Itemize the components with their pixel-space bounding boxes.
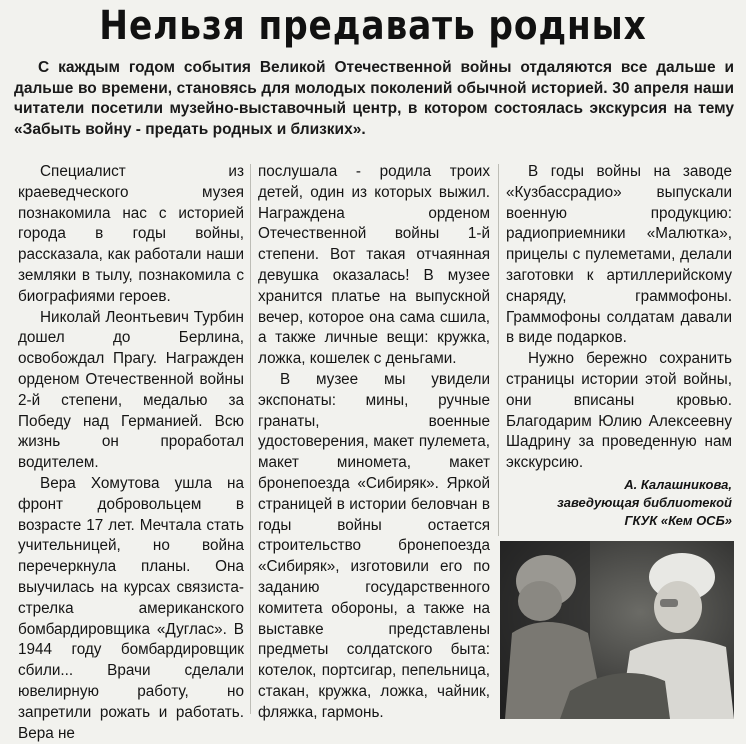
column-divider [250,164,251,714]
signature-role: заведующая библиотекой [557,494,732,510]
paragraph: Нужно бережно сохранить страницы истории этой войны, они вписаны кровью. Благодарим Юлию Алексеевну Шадрину за проведенную нам экскурсию. [506,350,732,472]
signature-name: А. Калашникова, [624,476,732,492]
paragraph: послушала - родила троих детей, один из которых выжил. Награждена орденом Отечественной войны 1-й степени. Вот такая отчаянная девушка оказалась! В музее хранится платье на выпускной вечер, которое она сама сшила, а также личные вещи: кружка, ложка, кошелек с деньгами. [258,163,490,368]
paragraph: В музее мы увидели экспонаты: мины, ручные гранаты, военные удостоверения, макет пулемета, макет миномета, макет бронепоезда «Сибиряк». Яркой страницей в истории беловчан в годы войны остается строительство бронепоезда «Сибиряк», изготовили его по заданию государственного комитета обороны, а также на выставке представлены предметы солдатского быта: котелок, портсигар, пепельница, стакан, кружка, ложка, чайник, фляжка, гармонь. [258,370,490,721]
article-column-1 [18,162,244,744]
paragraph: Вера Хомутова ушла на фронт добровольцем в возрасте 17 лет. Мечтала стать учительницей, но война перечеркнула планы. Она выучилась на курсах связиста-стрелка американского бомбардировщика «Дуглас». В 1944 году бомбардировщик сбили... Врачи сделали ювелирную работу, но запретили рожать и работать. Вера не [18,474,244,742]
photo-illustration [500,541,734,719]
paragraph: Николай Леонтьевич Турбин дошел до Берлина, освобождал Прагу. Награжден орденом Отечественной войны 2-й степени, медалью за Победу над Германией. Всю жизнь он проработал водителем. [18,308,244,472]
museum-photo [500,541,734,719]
article-column-3 [506,162,732,530]
article-column-2 [258,162,490,724]
article-lead: С каждым годом события Великой Отечественной войны отдаляются все дальше и дальше во времени, становясь для молодых поколений обычной историей. 30 апреля наши читатели посетили музейно-выставочный центр, в котором состоялась экскурсия на тему «Забыть войну - предать родных и близких». [14,59,734,138]
signature-org: ГКУК «Кем ОСБ» [624,512,732,528]
paragraph: В годы войны на заводе «Кузбассрадио» выпускали военную продукцию: радиоприемники «Малютка», прицелы с пулеметами, делали заготовки к артиллерийскому снаряду, граммофоны. Граммофоны солдатам давали в виде подарков. [506,163,732,347]
column-divider [498,164,499,536]
article-title: Нельзя предавать родных [99,3,647,49]
paragraph: Специалист из краеведческого музея познакомила нас с историей города в годы войны, рассказала, как работали наши земляки в тылу, познакомила с биографиями героев. [18,163,244,305]
signature [506,476,732,530]
